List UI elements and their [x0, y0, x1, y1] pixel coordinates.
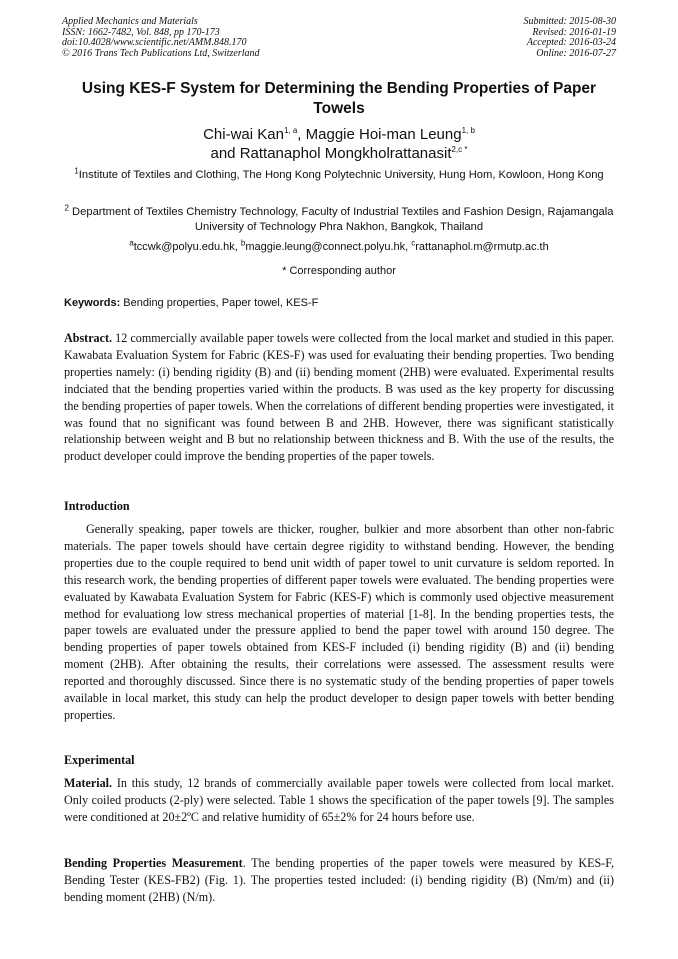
- abstract-text: 12 commercially available paper towels were collected from the local market and studied in this paper. Kawabata Evaluation System for Fabric (KES-F) was used for evaluating their bending properties. Two bending properties namely: (i) bending rigidity (B) and (ii) bending moment (2HB) were evaluated. Experimental results indciated that the bending properties varied within the products. B was used as the key property for discussing the bending properties of paper towels. When the correlations of different bending properties were investigated, it was found that no significant was found between B and 2HB. However, there was significant statistically relationship between weight and B but no relationship between thickness and B. With the use of the results, the product developer could improve the bending properties of the paper towels.: [64, 331, 614, 464]
- author-3: Rattanaphol Mongkholrattanasit: [239, 145, 452, 162]
- keywords-label: Keywords:: [64, 297, 121, 309]
- affiliation-1-sup: 1: [74, 166, 79, 176]
- author-emails: [60, 240, 618, 254]
- keywords-text: Bending properties, Paper towel, KES-F: [120, 297, 319, 309]
- date-online: Online: 2016-07-27: [536, 47, 616, 59]
- affiliation-1: [64, 168, 614, 183]
- submission-dates: [524, 17, 617, 59]
- bending-measurement-text: . The bending properties of the paper towels were measured by KES-F, Bending Tester (KES-FB2) (Fig. 1). The properties tested included: (i) bending rigidity (B) (Nm/m) and (ii) bending moment (2HB) (N/m).: [64, 856, 614, 904]
- material-label: Material.: [64, 776, 113, 790]
- affiliation-2: [64, 205, 614, 234]
- author-and: and: [210, 145, 240, 162]
- journal-doi: doi:10.4028/www.scientific.net/AMM.848.170: [62, 37, 247, 49]
- email-a[interactable]: tccwk@polyu.edu.hk,: [133, 241, 241, 253]
- corresponding-author-note: * Corresponding author: [282, 265, 396, 277]
- affiliation-1-text: Institute of Textiles and Clothing, The Hong Kong Polytechnic University, Hung Hom, Kowloon, Hong Kong: [78, 169, 604, 181]
- paper-title: Using KES-F System for Determining the Bending Properties of Paper Towels: [81, 80, 597, 117]
- journal-issn: ISSN: 1662-7482, Vol. 848, pp 170-173: [62, 26, 220, 38]
- material-paragraph: [64, 775, 614, 826]
- author-1-sup: 1, a: [283, 126, 298, 135]
- abstract-label: Abstract.: [64, 331, 113, 345]
- email-c[interactable]: rattanaphol.m@rmutp.ac.th: [415, 241, 549, 253]
- journal-info: [62, 17, 260, 59]
- date-accepted: Accepted: 2016-03-24: [526, 37, 616, 49]
- affiliation-2-sup: 2: [64, 203, 69, 213]
- bending-measurement-paragraph: [64, 855, 614, 906]
- email-b-sup: b: [240, 238, 246, 248]
- experimental-heading: Experimental: [64, 753, 135, 767]
- introduction-heading: Introduction: [64, 499, 130, 513]
- introduction-text: Generally speaking, paper towels are thicker, rougher, bulkier and more absorbent than other non-fabric materials. The paper towels should have certain degree rigidity to withstand bending. However, the bending properties due to the couple required to bend unit width of paper towel to unit curvature is seldom reported. In this research work, the bending properties of different paper towels were evaluated. The bending properties were evaluated by Kawabata Evaluation System for Fabric (KES-F) which is commonly used objective measurement method for evaluationg low stress mechanical properties of material [1-8]. In the bending properties tests, the paper towels are evaluated under the pressure applied to bend the paper towel with around 150 degree. The bending properties of paper towels obtained from KES-F included (i) bending rigidity (B) and (ii) bending moment (2HB). After obtaining the results, their correlations were assessed. The assessment results were reported and thoroughly discussed. Since there is no systematic study of the bending properties of paper towels available in local market, this study can help the product developer to design paper towels with better bending properties.: [64, 522, 614, 722]
- abstract: [64, 330, 614, 465]
- author-3-sup: 2,c *: [451, 145, 468, 154]
- journal-copyright: © 2016 Trans Tech Publications Ltd, Switzerland: [62, 47, 260, 59]
- author-separator: ,: [297, 126, 306, 143]
- author-1: Chi-wai Kan: [203, 126, 284, 143]
- author-2-sup: 1, b: [461, 126, 475, 135]
- affiliation-2-text: Department of Textiles Chemistry Technology, Faculty of Industrial Textiles and Fashion Design, Rajamangala University of Technology Phra Nakhon, Bangkok, Thailand: [68, 206, 614, 233]
- keywords: [64, 296, 614, 310]
- author-list: [60, 125, 618, 163]
- email-c-sup: c: [411, 238, 416, 248]
- material-text: In this study, 12 brands of commercially available paper towels were collected from local market. Only coiled products (2-ply) were selected. Table 1 shows the specification of the paper towels [9]. The samples were conditioned at 20±2ºC and relative humidity of 65±2% for 24 hours before use.: [64, 776, 614, 824]
- date-revised: Revised: 2016-01-19: [532, 26, 616, 38]
- email-a-sup: a: [129, 238, 134, 248]
- journal-name: Applied Mechanics and Materials: [62, 16, 198, 27]
- date-submitted: Submitted: 2015-08-30: [523, 16, 616, 27]
- email-b[interactable]: maggie.leung@connect.polyu.hk,: [245, 241, 412, 253]
- bending-measurement-label: Bending Properties Measurement: [64, 856, 243, 870]
- author-2: Maggie Hoi-man Leung: [305, 126, 462, 143]
